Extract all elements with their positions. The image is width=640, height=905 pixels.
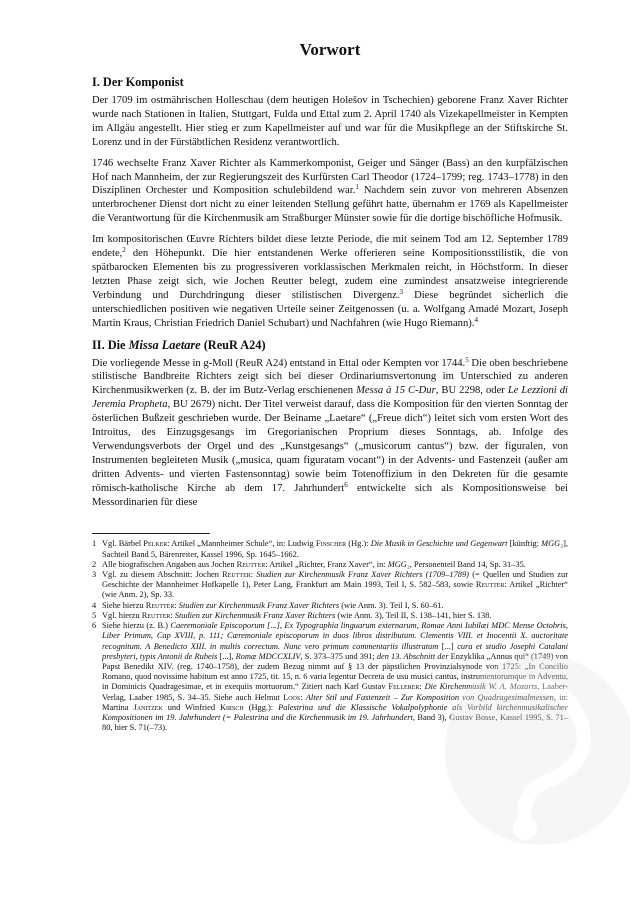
paragraph: Die vorliegende Messe in g-Moll (ReuR A24) entstand in Ettal oder Kempten vor 1744.$^5$ Die oben beschriebene stilistische Bandbreite Richters zeigt sich bei dieser Ordinariumsvertonung im Unterschied zu anderen Kirchenmusikwerken (z. B. der im Butz-Verlag erschienenen Messa à 15 C-Dur, BU 2298, oder Le Lezzioni di Jeremia Propheta, BU 2679) nicht. Der Titel verweist darauf, dass die Komposition für den vierten Sonntag der österlichen Bußzeit geschrieben wurde. Der Beiname „Laetare“ („Freue dich“) leitet sich vom ersten Wort des Introitus, des Einzugsgesangs im Gregorianischen Proprium dieses Sonntags, ab. Infolge des Verwendungsverbots der Orgel und des „Kunstgesangs“ („musicorum cantus“) bzw. der figuralen, von Instrumenten begleiteten Musik („musica, quam figuratam vocant“) in der Advents- und Fastenzeit (außer am dritten Advents- und vierten Fastensonntag) sowie beim Totenoffizium in den Dekreten für die gesamte römisch-katholische Kirche ab dem 17. Jahrhundert$^6$ entwickelte sich als Kompositionsweise bei Messordinarien für diese — [92, 355, 568, 508]
footnote-4: 4 Siehe hierzu Reutter: Studien zur Kirchenmusik Franz Xaver Richters (wie Anm. 3). Teil I, S. 60–61. — [92, 600, 444, 610]
preface-page — [92, 38, 568, 733]
footnote-5: 5 Vgl. hierzu Reutter: Studien zur Kirchenmusik Franz Xaver Richters (wie Anm. 3), Teil II, S. 138–141, hier S. 138. — [92, 610, 492, 620]
section-heading-composer: I. Der Komponist — [92, 75, 184, 89]
footnote-ref[interactable]: 2 — [122, 246, 126, 255]
footnote-6: 6 Siehe hierzu (z. B.) Caeremoniale Episcoporum [...], Ex Typographia linguarum externarum, Romae Anni Iubilæi MDC Mense Octobris, Liber Primum, Cap XVIII, p. 111; Cæremoniale episcoporum in duos libros distributum. Clementis VIII. et Inocentii X. auctoritate recognitum. A Benedicto XIII. in multis correctum. Nunc vero primum commentariis illustratum [...] cura et studio Josephi Catalani presbyteri, typis Antonii de Rubeis [...], Romæ MDCCXLIV, S. 373–375 und 391; den 13. Abschnitt der Enzyklika „Annus qui“ (1749) von Papst Benedikt XIV. (reg. 1740–1758), der zudem Bezug nimmt auf § 13 der päpstlichen Provinzialsynode von 1725: „In Concilio Romano, quod novissime habitum est anno 1725, tit. 15, n. 6 varia legentur Decreta de usu musici cantus, instrumentorumque in Adventu, in Dominicis Quadragesimae, et in exequiis mortuorum.“ Zitiert nach Karl Gustav Fellerer: Die Kirchenmusik W. A. Mozarts, Laaber-Verlag, Laaber 1985, S. 34–35. Siehe auch Helmut Loos: Alter Stil und Fastenzeit – Zur Komposition von Quadragesimalmessen, in: Martina Janitzek und Winfried Kirsch (Hgg.): Palestrina und die Klassische Vokalpolyphonie als Vorbild kirchenmusikalischer Kompositionen im 19. Jahrhundert (= Palestrina und die Kirchenmusik im 19. Jahrhundert, Band 3), Gustav Bosse, Kassel 1995, S. 71–80, hier S. 71(–73). — [92, 621, 569, 733]
footnote-ref[interactable]: 4 — [474, 315, 478, 324]
page-title: Vorwort — [299, 40, 361, 59]
footnote-2: 2 Alle biografischen Angaben aus Jochen Reutter: Artikel „Richter, Franz Xaver“, in: MGG₂, Personenteil Band 14, Sp. 31–35. — [92, 559, 526, 569]
footnote-ref[interactable]: 1 — [355, 183, 359, 192]
paragraph: Der 1709 im ostmährischen Holleschau (dem heutigen Holešov in Tschechien) geborene Franz Xaver Richter wurde nach Stationen in Italien, Stuttgart, Fulda und Ettal zum 2. April 1740 als Vizekapellmeister in Kempten im Allgäu angestellt. Hier stieg er zum Kapellmeister auf und war für die Musikpflege an der Stiftskirche St. Lorenz und in der Fürstäbtlichen Residenz verantwortlich. — [92, 95, 568, 148]
footnote-3: 3 Vgl. zu diesem Abschnitt: Jochen Reutter: Studien zur Kirchenmusik Franz Xaver Richters (1709–1789) (= Quellen und Studien zur Geschichte der Mannheimer Hofkapelle 1), Peter Lang, Frankfurt am Main 1993, Teil I, S. 582–583, sowie Reutter: Artikel „Richter“ (wie Anm. 2), Sp. 33. — [92, 570, 569, 600]
footnote-ref[interactable]: 3 — [399, 287, 403, 296]
section-heading-missa: II. Die Missa Laetare (ReuR A24) — [92, 337, 266, 352]
footnote-ref[interactable]: 6 — [344, 480, 348, 489]
paragraph: 1746 wechselte Franz Xaver Richter als Kammerkomponist, Geiger und Sänger (Bass) an den kurpfälzischen Hof nach Mannheim, der zur Regierungszeit des Kurfürsten Carl Theodor (1724–1799; reg. 1743–1778) in den Disziplinen Orchester und Komposition schulebildend war.$^1$ Nachdem sein zuvor von mehreren Absenzen unterbrochener Dienst dort nicht zu einer leitenden Stellung geführt hatte, übernahm er 1769 als Kapellmeister die Verantwortung für die Kirchenmusik am Straßburger Münster sowie für die dortige bischöfliche Hofmusik. — [92, 157, 568, 225]
footnote-1: 1 Vgl. Bärbel Pelker: Artikel „Mannheimer Schule“, in: Ludwig Finscher (Hg.): Die Musik in Geschichte und Gegenwart [künftig: MGG₂], Sachteil Band 5, Bärenreiter, Kassel 1996, Sp. 1645–1662. — [92, 539, 569, 559]
paragraph: Im kompositorischen Œuvre Richters bildet diese letzte Periode, die mit seinem Tod am 12. September 1789 endete,$^2$ den Höhepunkt. Die hier entstandenen Werke offerieren seine Kompositionsstilistik, die von spätbarocken Elementen bis zu progressiveren vorklassischen Merkmalen reicht, in Höchstform. In dieser letzten Phase zeigt sich, wie Jochen Reutter belegt, zudem eine zumindest ansatzweise integrierende Verbindung und Durchdringung dieser stilistischen Divergenz.$^3$ Diese begründet sicherlich die unterschiedlichen positiven wie negativen Urteile seiner Zeitgenossen (u. a. Wolfgang Amadé Mozart, Joseph Martin Kraus, Christian Friedrich Daniel Schubart) und Nachfahren (wie Hugo Riemann).$^4$ — [92, 234, 568, 329]
footnote-ref[interactable]: 5 — [465, 355, 469, 364]
footnote-divider — [92, 533, 210, 534]
